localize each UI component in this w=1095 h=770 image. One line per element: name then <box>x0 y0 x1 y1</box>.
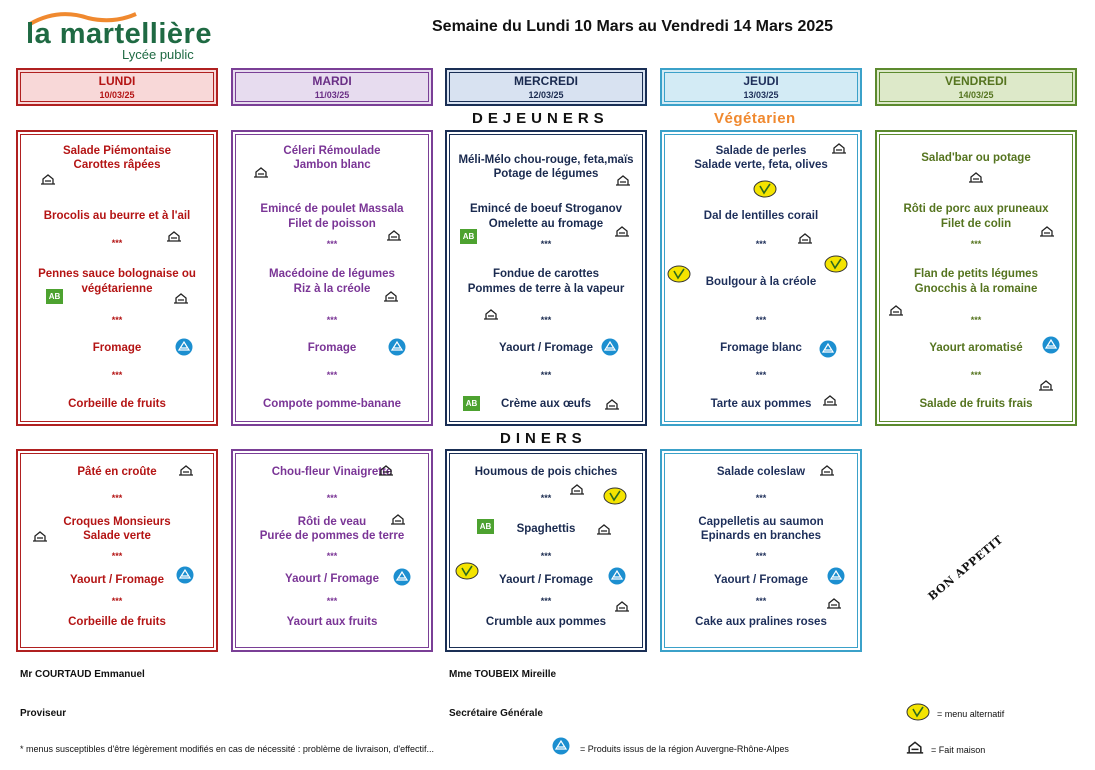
fait-maison-icon <box>614 225 630 237</box>
fait-maison-icon <box>253 166 269 178</box>
separator: *** <box>111 551 123 561</box>
menu-item: Yaourt / Fromage <box>285 573 379 585</box>
menu-item: Filet de colin <box>940 218 1012 230</box>
menu-item: Salade verte, feta, olives <box>694 159 828 171</box>
legend-aura: = Produits issus de la région Auvergne-Rhône-Alpes <box>580 744 789 754</box>
separator: *** <box>326 315 338 325</box>
menu-item: Yaourt / Fromage <box>714 574 808 586</box>
menu-item: Crème aux œufs <box>500 398 592 410</box>
menu-item: Emincé de boeuf Stroganov <box>469 203 623 215</box>
menu-item: Houmous de pois chiches <box>474 466 618 478</box>
menu-item: végétarienne <box>81 283 153 295</box>
separator: *** <box>540 493 552 503</box>
day-header-jeudi <box>660 68 862 106</box>
signatory-role: Proviseur <box>20 708 67 719</box>
auvergne-rhone-alpes-icon <box>176 566 194 584</box>
separator: *** <box>755 239 767 249</box>
menu-item: Riz à la créole <box>293 283 371 295</box>
menu-item: Cappelletis au saumon <box>698 516 824 528</box>
fait-maison-icon <box>378 464 394 476</box>
menu-item: Compote pomme-banane <box>262 398 401 410</box>
menu-item: Pommes de terre à la vapeur <box>467 283 625 295</box>
fait-maison-icon <box>826 597 842 609</box>
auvergne-rhone-alpes-icon <box>552 737 570 755</box>
menu-item: Salade Piémontaise <box>62 145 172 157</box>
fait-maison-icon <box>604 398 620 410</box>
menu-alternatif-icon <box>455 562 479 580</box>
fait-maison-icon <box>483 308 499 320</box>
agriculture-bio-icon: AB <box>46 289 63 304</box>
auvergne-rhone-alpes-icon <box>393 568 411 586</box>
menu-item: Macédoine de légumes <box>269 268 395 280</box>
menu-item: Rôti de veau <box>297 516 367 528</box>
auvergne-rhone-alpes-icon <box>827 567 845 585</box>
separator: *** <box>970 239 982 249</box>
menu-item: Yaourt aromatisé <box>929 342 1023 354</box>
separator: *** <box>111 596 123 606</box>
menu-item: Rôti de porc aux pruneaux <box>903 203 1049 215</box>
week-title: Semaine du Lundi 10 Mars au Vendredi 14 Mars 2025 <box>432 18 834 35</box>
separator: *** <box>111 370 123 380</box>
fait-maison-icon <box>614 600 630 612</box>
menu-item: Fromage <box>92 342 142 354</box>
fait-maison-icon <box>904 740 926 754</box>
fait-maison-icon <box>596 523 612 535</box>
menu-item: Corbeille de fruits <box>68 398 166 410</box>
auvergne-rhone-alpes-icon <box>175 338 193 356</box>
fait-maison-icon <box>888 304 904 316</box>
day-header-mercredi <box>445 68 647 106</box>
menu-item: Spaghettis <box>516 523 576 535</box>
fait-maison-icon <box>831 142 847 154</box>
menu-item: Salad'bar ou potage <box>921 152 1031 164</box>
auvergne-rhone-alpes-icon <box>608 567 626 585</box>
menu-item: Salade verte <box>83 530 151 542</box>
legend-alternatif: = menu alternatif <box>937 709 1005 719</box>
menu-item: Potage de légumes <box>493 168 599 180</box>
day-date: 13/03/25 <box>743 90 779 100</box>
menu-item: Epinards en branches <box>700 530 822 542</box>
separator: *** <box>326 370 338 380</box>
logo-text: la martellière <box>26 18 212 50</box>
separator: *** <box>755 493 767 503</box>
day-header-vendredi <box>875 68 1077 106</box>
menu-item: Dal de lentilles corail <box>703 210 819 222</box>
fait-maison-icon <box>822 394 838 406</box>
separator: *** <box>755 596 767 606</box>
separator: *** <box>326 493 338 503</box>
day-name: LUNDI <box>98 74 136 88</box>
menu-alternatif-icon <box>753 180 777 198</box>
day-date: 11/03/25 <box>314 90 350 100</box>
menu-item: Emincé de poulet Massala <box>260 203 404 215</box>
fait-maison-icon <box>569 483 585 495</box>
menu-item: Purée de pommes de terre <box>259 530 405 542</box>
day-date: 14/03/25 <box>958 90 994 100</box>
day-date: 10/03/25 <box>99 90 135 100</box>
menu-item: Carottes râpées <box>73 159 161 171</box>
separator: *** <box>111 493 123 503</box>
separator: *** <box>755 370 767 380</box>
separator: *** <box>111 238 123 248</box>
day-name: JEUDI <box>743 74 779 88</box>
menu-item: Tarte aux pommes <box>710 398 812 410</box>
day-date: 12/03/25 <box>528 90 564 100</box>
separator: *** <box>326 551 338 561</box>
menu-item: Gnocchis à la romaine <box>914 283 1038 295</box>
fait-maison-icon <box>32 530 48 542</box>
menu-item: Cake aux pralines roses <box>695 616 827 628</box>
fait-maison-icon <box>1038 379 1054 391</box>
legend-fait-maison: = Fait maison <box>931 745 986 755</box>
menu-item: Pennes sauce bolognaise ou <box>38 268 196 280</box>
menu-item: Jambon blanc <box>293 159 371 171</box>
agriculture-bio-icon: AB <box>477 519 494 534</box>
day-name: VENDREDI <box>944 74 1007 88</box>
day-header-lundi <box>16 68 218 106</box>
section-dejeuners: DEJEUNERS <box>472 110 609 127</box>
menu-item: Omelette au fromage <box>488 218 604 230</box>
fait-maison-icon <box>40 173 56 185</box>
menu-item: Flan de petits légumes <box>914 268 1038 280</box>
vegetarien-label: Végétarien <box>714 110 796 127</box>
menu-item: Boulgour à la créole <box>705 276 817 288</box>
signatory-role: Secrétaire Générale <box>449 708 543 719</box>
auvergne-rhone-alpes-icon <box>1042 336 1060 354</box>
auvergne-rhone-alpes-icon <box>601 338 619 356</box>
separator: *** <box>111 315 123 325</box>
menu-item: Fromage blanc <box>720 342 802 354</box>
fait-maison-icon <box>173 292 189 304</box>
separator: *** <box>970 315 982 325</box>
menu-item: Salade de fruits frais <box>919 398 1033 410</box>
menu-item: Filet de poisson <box>288 218 376 230</box>
fait-maison-icon <box>166 230 182 242</box>
menu-item: Pâté en croûte <box>77 466 157 478</box>
agriculture-bio-icon: AB <box>460 229 477 244</box>
menu-item: Croques Monsieurs <box>63 516 171 528</box>
fait-maison-icon <box>383 290 399 302</box>
menu-item: Salade de perles <box>715 145 807 157</box>
menu-item: Yaourt / Fromage <box>499 342 593 354</box>
fait-maison-icon <box>797 232 813 244</box>
fait-maison-icon <box>178 464 194 476</box>
day-name: MERCREDI <box>513 74 578 88</box>
disclaimer-note: * menus susceptibles d'être légèrement modifiés en cas de nécessité : problème de livraison, d'effectif... <box>20 744 434 754</box>
menu-item: Salade coleslaw <box>716 466 806 478</box>
menu-item: Brocolis au beurre et à l'ail <box>43 210 191 222</box>
auvergne-rhone-alpes-icon <box>819 340 837 358</box>
separator: *** <box>970 370 982 380</box>
menu-item: Crumble aux pommes <box>485 616 607 628</box>
menu-item: Fromage <box>307 342 357 354</box>
menu-item: Méli-Mélo chou-rouge, feta,maïs <box>458 154 634 166</box>
day-name: MARDI <box>312 74 352 88</box>
menu-alternatif-icon <box>824 255 848 273</box>
fait-maison-icon <box>615 174 631 186</box>
menu-alternatif-icon <box>906 703 930 721</box>
menu-item: Chou-fleur Vinaigrette <box>271 466 393 478</box>
separator: *** <box>540 596 552 606</box>
bon-appetit: BON APPETIT <box>925 532 1006 603</box>
separator: *** <box>540 315 552 325</box>
fait-maison-icon <box>819 464 835 476</box>
separator: *** <box>540 370 552 380</box>
separator: *** <box>755 315 767 325</box>
separator: *** <box>326 596 338 606</box>
separator: *** <box>326 239 338 249</box>
signatory-name: Mr COURTAUD Emmanuel <box>20 669 145 680</box>
separator: *** <box>540 551 552 561</box>
fait-maison-icon <box>968 171 984 183</box>
menu-item: Yaourt / Fromage <box>499 574 593 586</box>
logo-subtitle: Lycée public <box>122 47 194 62</box>
menu-item: Fondue de carottes <box>492 268 600 280</box>
fait-maison-icon <box>390 513 406 525</box>
menu-item: Yaourt aux fruits <box>286 616 378 628</box>
section-diners: DINERS <box>500 430 587 447</box>
signatory-name: Mme TOUBEIX Mireille <box>449 669 557 680</box>
menu-item: Corbeille de fruits <box>68 616 166 628</box>
menu-item: Céleri Rémoulade <box>283 145 381 157</box>
fait-maison-icon <box>386 229 402 241</box>
separator: *** <box>540 239 552 249</box>
agriculture-bio-icon: AB <box>463 396 480 411</box>
day-header-mardi <box>231 68 433 106</box>
auvergne-rhone-alpes-icon <box>388 338 406 356</box>
menu-alternatif-icon <box>667 265 691 283</box>
separator: *** <box>755 551 767 561</box>
fait-maison-icon <box>1039 225 1055 237</box>
menu-alternatif-icon <box>603 487 627 505</box>
menu-item: Yaourt / Fromage <box>70 574 164 586</box>
